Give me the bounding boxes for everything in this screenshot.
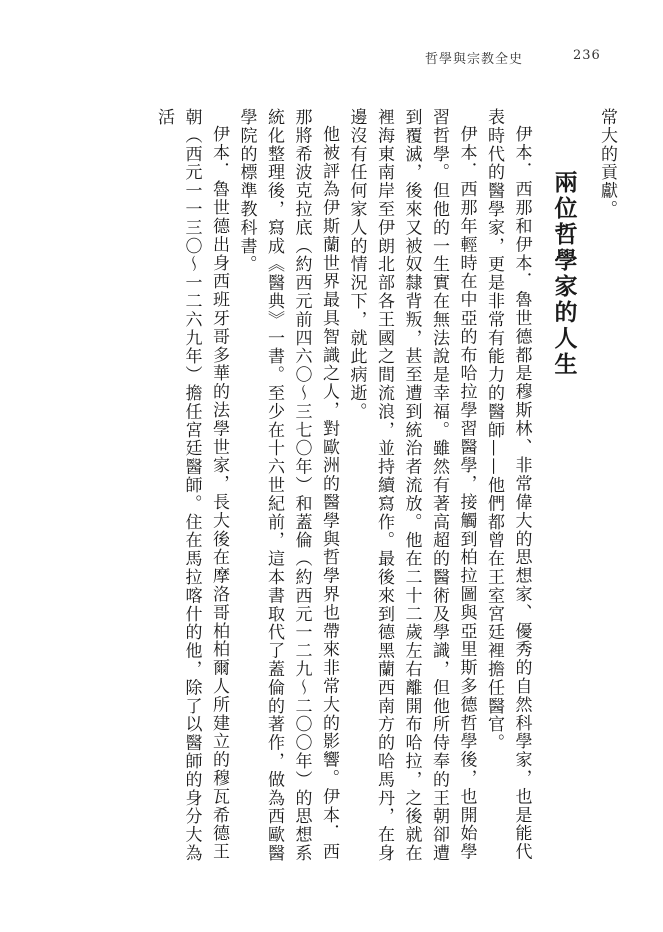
body-text (100, 108, 620, 868)
section-heading: 兩位哲學家的人生 (550, 170, 577, 379)
paragraph-2: 伊本．西那年輕時在中亞的布哈拉學習醫學，接觸到柏拉圖與亞里斯多德哲學後，也開始學習哲學。但他的一生實在無法說是幸福。雖然有著高超的醫術及學識，但他所侍奉的王朝卻遭到覆滅，後來又被奴隸背叛，甚至遭到統治者流放。他在二十二歲左右離開布哈拉，之後就在裡海東南岸至伊朗北部各王國之間流浪，並持續寫作。最後來到德黑蘭西南方的哈馬丹，在身邊沒有任何家人的情況下，就此病逝。 (346, 108, 477, 863)
page-number: 236 (573, 48, 601, 63)
continued-line: 常大的貢獻。 (597, 108, 617, 219)
paragraph-1: 伊本．西那和伊本．魯世德都是穆斯林、非常偉大的思想家、優秀的自然科學家，也是能代表時代的醫學家，更是非常有能力的醫師——他們都曾在王室宮廷裡擔任醫官。 (484, 108, 532, 861)
paragraph-3: 他被評為伊斯蘭世界最具智識之人，對歐洲的醫學與哲學界也帶來非常大的影響。伊本．西那將希波克拉底（約西元前四六〇～三七〇年）和蓋倫（約西元一二九～二〇〇年）的思想系統化整理後，寫成《醫典》一書。至少在十六世紀前，這本書取代了蓋倫的著作，做為西歐醫學院的標準教科書。 (236, 108, 339, 863)
paragraph-4: 伊本．魯世德出身西班牙哥多華的法學世家，長大後在摩洛哥柏柏爾人所建立的穆瓦希德王朝（西元一一三〇～一二六九年）擔任宮廷醫師。住在馬拉喀什的他，除了以醫師的身分大為活 (154, 108, 229, 863)
running-head-title: 哲學與宗教全史 (425, 52, 524, 67)
running-head (395, 46, 615, 68)
